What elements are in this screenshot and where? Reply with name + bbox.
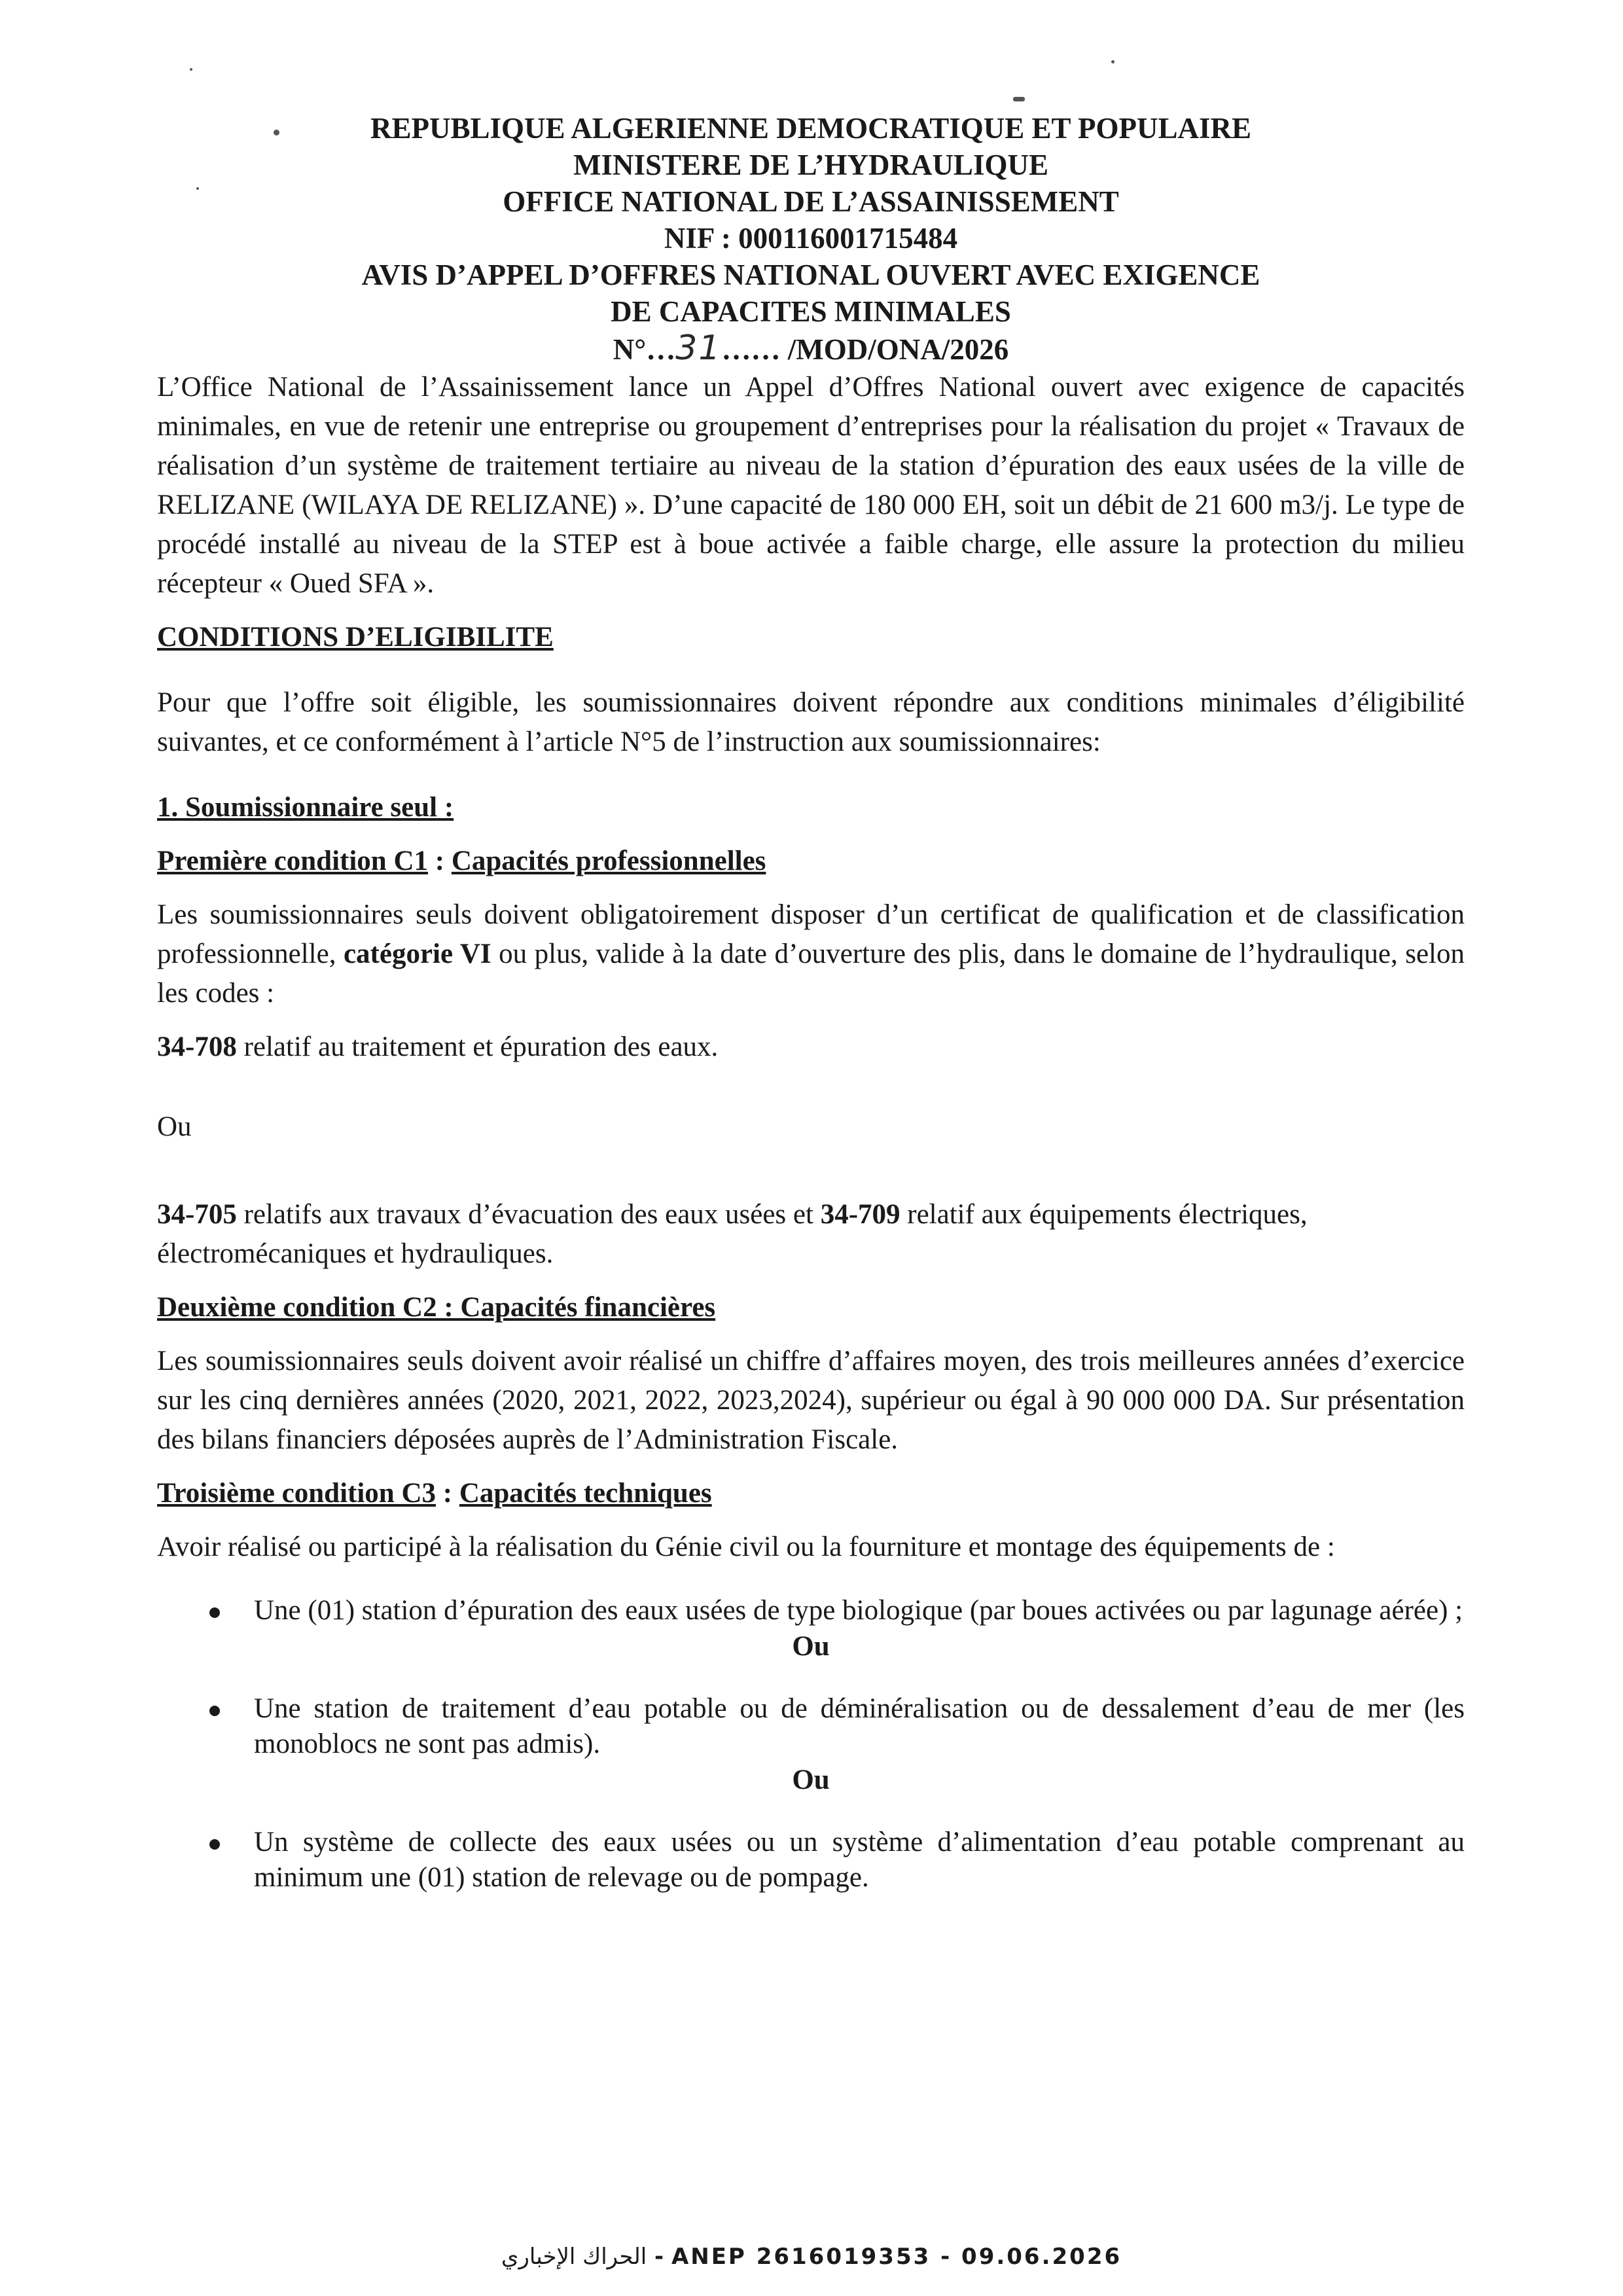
header-ministry: MINISTERE DE L’HYDRAULIQUE [573, 149, 1048, 181]
c3-or-1: Ou [792, 1631, 830, 1662]
code-34-709-text: relatif aux équipements électriques, électromécaniques et hydrauliques. [157, 1199, 1308, 1269]
c2-paragraph: Les soumissionnaires seuls doivent avoir réalisé un chiffre d’affaires moyen, des trois meilleures années d’exercice sur les cinq dernières années (2020, 2021, 2022, 2023,2024), supérieur ou égal à 90 000 000 DA. Sur présentation des bilans financiers déposées auprès de l’Administration Fiscale. [157, 1346, 1465, 1455]
c1-category: catégorie VI [343, 939, 491, 969]
c3-bullet-item [157, 1593, 1465, 1628]
scan-speck [1013, 97, 1025, 101]
c3-bullet-list [157, 1825, 1465, 1895]
c1-heading-separator: : [428, 846, 452, 876]
intro-paragraph: L’Office National de l’Assainissement lance un Appel d’Offres National ouvert avec exigence de capacités minimales, en vue de retenir une entreprise ou groupement d’entreprises pour la réalisation du projet « Travaux de réalisation d’un système de traitement tertiaire au niveau de la station d’épuration des eaux usées de la ville de RELIZANE (WILAYA DE RELIZANE) ». D’une capacité de 180 000 EH, soit un débit de 21 600 m3/j. Le type de procédé installé au niveau de la STEP est à boue activée a faible charge, elle assure la protection du milieu récepteur « Oued SFA ». [157, 372, 1465, 599]
c3-paragraph: Avoir réalisé ou participé à la réalisation du Génie civil ou la fourniture et montage des équipements de : [157, 1532, 1335, 1562]
c1-code-708 [157, 1028, 1465, 1067]
reference-prefix: N°… [613, 333, 676, 366]
c3-bullet-text: Un système de collecte des eaux usées ou un système d’alimentation d’eau potable comprenant au minimum une (01) station de relevage ou de pompage. [254, 1827, 1465, 1893]
header-nif: NIF : 000116001715484 [664, 222, 958, 255]
header-notice-title: AVIS D’APPEL D’OFFRES NATIONAL OUVERT AVEC EXIGENCE [361, 259, 1260, 291]
c3-heading-separator: : [436, 1478, 459, 1509]
c1-text-start: Les soumissionnaires seuls doivent obligatoirement disposer d’un certificat de qualification et de classification professionnelle, [157, 899, 1465, 969]
c3-heading-topic: Capacités techniques [459, 1478, 712, 1509]
c1-code-705-709 [157, 1195, 1465, 1274]
c3-bullet-item [157, 1825, 1465, 1895]
c3-bullet-text: Une (01) station d’épuration des eaux usées de type biologique (par boues activées ou par lagunage aérée) ; [254, 1595, 1463, 1626]
header-reference [157, 330, 1465, 368]
c2-heading: Deuxième condition C2 : Capacités financières [157, 1292, 716, 1323]
bullet-icon [209, 1706, 220, 1716]
c3-heading-label: Troisième condition C3 [157, 1478, 437, 1509]
document-body [157, 110, 1465, 1895]
code-34-709: 34-709 [820, 1199, 901, 1230]
code-34-705: 34-705 [157, 1199, 237, 1230]
code-34-705-text: relatifs aux travaux d’évacuation des eaux usées et [236, 1199, 821, 1230]
scan-speck [190, 68, 192, 71]
scan-speck [1111, 60, 1115, 63]
eligibility-text: Pour que l’offre soit éligible, les soumissionnaires doivent répondre aux conditions minimales d’éligibilité suivantes, et ce conformément à l’article N°5 de l’instruction aux soumissionnaires: [157, 687, 1465, 757]
c1-heading-topic: Capacités professionnelles [451, 846, 766, 876]
publication-footer [0, 2244, 1623, 2270]
c1-heading [157, 842, 1465, 881]
c1-or: Ou [157, 1111, 192, 1142]
header-office: OFFICE NATIONAL DE L’ASSAINISSEMENT [503, 185, 1119, 218]
c3-bullet-item [157, 1691, 1465, 1762]
bullet-icon [209, 1839, 220, 1850]
c3-bullet-list [157, 1593, 1465, 1628]
reference-handwritten-number: 31 [675, 329, 722, 368]
code-34-708-text: relatif au traitement et épuration des eaux. [236, 1031, 719, 1062]
c3-bullet-list [157, 1691, 1465, 1762]
c3-or-2: Ou [792, 1765, 830, 1795]
document-header [157, 110, 1465, 368]
code-34-708: 34-708 [157, 1031, 237, 1062]
reference-suffix: …… /MOD/ONA/2026 [721, 333, 1009, 366]
header-notice-subtitle: DE CAPACITES MINIMALES [611, 295, 1011, 328]
c3-bullet-text: Une station de traitement d’eau potable ou de déminéralisation ou de dessalement d’eau de mer (les monoblocs ne sont pas admis). [254, 1693, 1465, 1759]
eligibility-heading: CONDITIONS D’ELIGIBILITE [157, 622, 554, 653]
header-republic: REPUBLIQUE ALGERIENNE DEMOCRATIQUE ET POPULAIRE [370, 112, 1252, 145]
c1-paragraph [157, 895, 1465, 1013]
bullet-icon [209, 1607, 220, 1618]
c1-heading-label: Première condition C1 [157, 846, 429, 876]
section-1-heading: 1. Soumissionnaire seul : [157, 792, 454, 823]
c1-text-end: ou plus, valide à la date d’ouverture des plis, dans le domaine de l’hydraulique, selon les codes : [157, 939, 1465, 1009]
footer-anep-reference: - ANEP 2616019353 - 09.06.2026 [647, 2244, 1122, 2270]
footer-publisher-arabic: الحراك الإخباري [501, 2244, 647, 2270]
c3-heading [157, 1474, 1465, 1513]
